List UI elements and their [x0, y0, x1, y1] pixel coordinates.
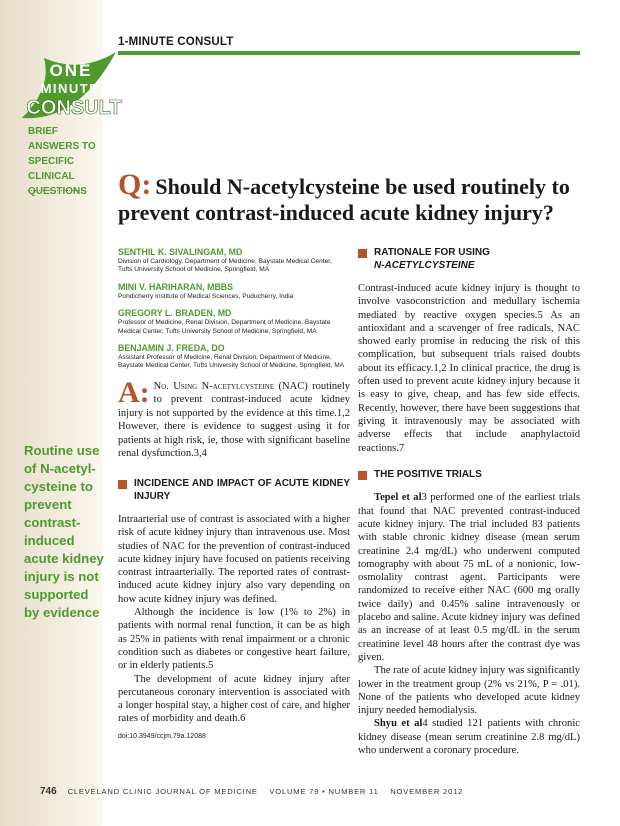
left-column-body [118, 478, 350, 743]
heading-square-icon [358, 471, 367, 480]
author-entry [118, 247, 346, 275]
doi-text: doi:10.3949/ccjm.79a.12088 [118, 732, 206, 740]
issue-number: • NUMBER 11 [322, 787, 379, 796]
journal-name: CLEVELAND CLINIC JOURNAL OF MEDICINE [67, 787, 258, 796]
volume-label: VOLUME 79 [269, 787, 320, 796]
logo-text-consult: CONSULT [26, 97, 122, 119]
author-affiliation: Assistant Professor of Medicine, Renal Division, Department of Medicine, Baystate Medical Center, Tufts University School of Medicine, Springfield, MA [118, 354, 345, 370]
author-affiliation: Pondicherry Institute of Medical Sciences, Puducherry, India [118, 292, 294, 300]
author-name: MINI V. HARIHARAN, MBBS [118, 281, 234, 292]
trials-heading: THE POSITIVE TRIALS [358, 469, 580, 482]
one-minute-consult-logo [18, 46, 124, 124]
question-text: Should N-acetylcysteine be used routinely to prevent contrast-induced acute kidney injury? [118, 174, 570, 225]
logo-text-one: ONE [49, 61, 93, 80]
pull-quote: Routine use of N-acetyl-cysteine to prevent contrast-induced acute kidney injury is not supported by evidence [24, 443, 104, 620]
heading-square-icon [358, 249, 367, 258]
question-title [118, 168, 588, 226]
rationale-heading: RATIONALE FOR USING N-ACETYLCYSTEINE [358, 247, 580, 272]
incidence-paragraph-2: Although the incidence is low (1% to 2%) in patients with normal renal function, it can be as high as 25% in patients with renal impairment or a chronic condition such as diabetes or congestive heart failure, or in elderly patients.5 [118, 607, 350, 672]
author-name: BENJAMIN J. FREDA, DO [118, 343, 225, 354]
section-label: 1-MINUTE CONSULT [118, 36, 234, 48]
answer-lead: No. Using N-acetylcysteine [153, 381, 275, 392]
author-entry [118, 343, 346, 371]
author-name: SENTHIL K. SIVALINGAM, MD [118, 247, 243, 257]
answer-text: (NAC) routinely to prevent contrast-induced acute kidney injury is not supported by the evidence at this time.1,2 However, there is evidence to suggest using it for patients at high risk, ie, those with significant baseline renal dysfunction.3,4 [118, 381, 350, 460]
answer-paragraph [118, 376, 350, 460]
question-prefix: Q: [118, 168, 152, 201]
incidence-paragraph-1: Intraarterial use of contrast is associated with a higher risk of acute kidney injury than intravenous use. Most studies of NAC for the prevention of contrast-induced acute kidney injury have focused on patients receiving contrast intraarterially. The reported rates of contrast-induced acute kidney injury also vary depending on how acute kidney injury was defined. [118, 514, 350, 605]
trials-paragraph-3: Shyu et al4 studied 121 patients with chronic kidney disease (mean serum creatinine 2.8 mg/dL) who underwent a coronary procedure. [358, 718, 580, 756]
issue-date: NOVEMBER 2012 [390, 787, 464, 796]
logo-text-minute: MINUTE [40, 81, 100, 96]
trials-paragraph-2: The rate of acute kidney injury was significantly lower in the treatment group (2% vs 21%, P = .01). None of the patients who developed acute kidney injury needed hemodialysis. [358, 665, 580, 717]
page-number: 746 [40, 786, 57, 797]
rationale-paragraph: Contrast-induced acute kidney injury is thought to involve vasoconstriction and medullary ischemia mediated by reactive oxygen species.5 As an antioxidant and a scavenger of free radicals, NAC showed early promise in reducing the risk of this complication, but subsequent trials raised doubts about its efficacy.1,2 In clinical practice, the drug is often used to prevent acute kidney injury because it is easy to give, cheap, and has few side effects. Recently, however, there have been suggestions that giving it intravenously may be associated with adverse effects that include anaphylactoid reactions.7 [358, 283, 580, 454]
incidence-paragraph-3: The development of acute kidney injury after percutaneous coronary intervention is associated with a longer hospital stay, a higher cost of care, and higher rates of morbidity and death.6 [118, 673, 350, 725]
dotted-divider [28, 190, 84, 191]
page-footer [40, 786, 580, 797]
incidence-heading: INCIDENCE AND IMPACT OF ACUTE KIDNEY INJURY [118, 478, 350, 503]
header-rule [118, 51, 580, 55]
author-entry [118, 308, 346, 336]
answer-prefix: A: [118, 376, 150, 409]
author-entry [118, 282, 346, 301]
author-affiliation: Division of Cardiology, Department of Medicine, Baystate Medical Center, Tufts University School of Medicine, Springfield, MA [118, 258, 332, 274]
brief-answers-label: BRIEF ANSWERS TO SPECIFIC CLINICAL QUESTIONS [28, 126, 96, 197]
author-affiliation: Professor of Medicine, Renal Division, Department of Medicine, Baystate Medical Center, Tufts University School of Medicine, Springfield, MA [118, 319, 331, 335]
author-list [118, 247, 346, 378]
author-name: GREGORY L. BRADEN, MD [118, 308, 232, 319]
trials-paragraph-1: Tepel et al3 performed one of the earliest trials that found that NAC prevented contrast-induced acute kidney injury. The trial included 83 patients with stable chronic kidney disease (mean serum creatinine 2.4 mg/dL) who underwent computed tomography with about 75 mL of a nonionic, low-osmolality contrast agent. Participants were randomized to receive either NAC (600 mg orally twice daily) and 0.45% saline intravenously or placebo and saline. Acute kidney injury was defined as an increase of at least 0.5 mg/dL in the serum creatinine level 48 hours after the contrast dye was given. [358, 492, 580, 663]
heading-square-icon [118, 480, 127, 489]
right-column-body [358, 247, 580, 757]
